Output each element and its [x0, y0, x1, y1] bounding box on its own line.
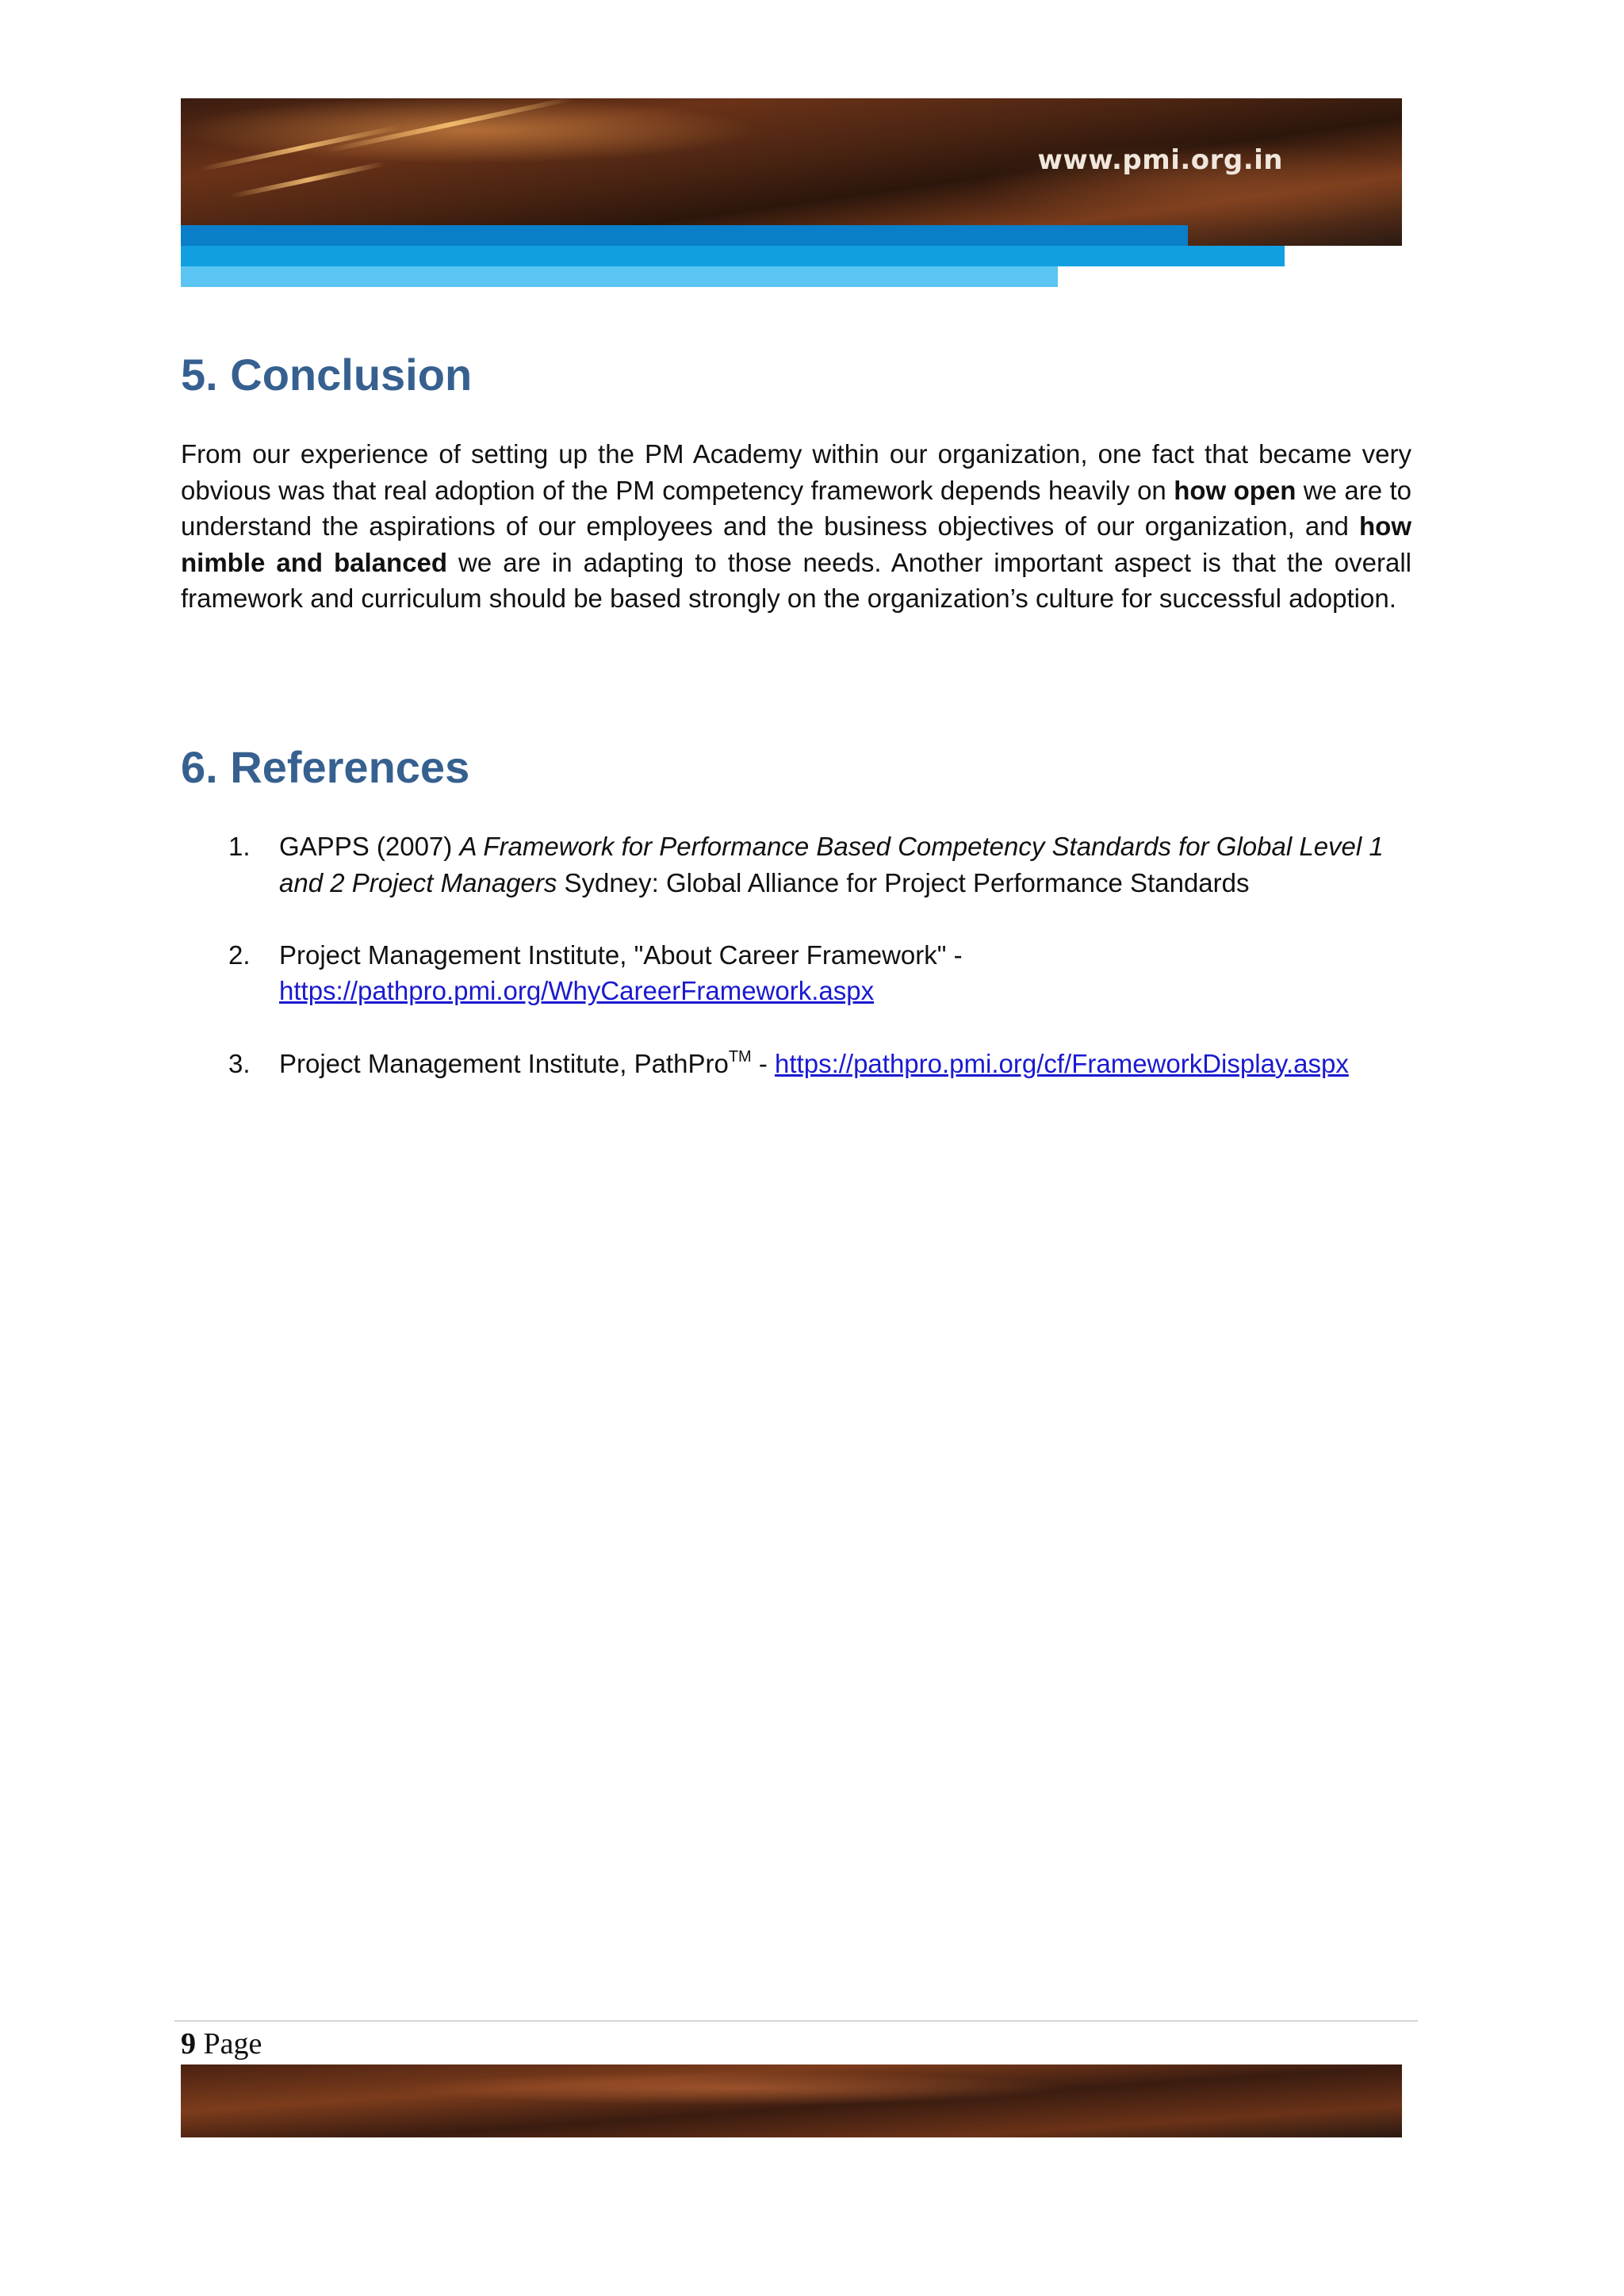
conclusion-paragraph — [181, 436, 1411, 617]
paragraph-text: we are to understand the aspirations of our employees and the business objectives of our organization, and — [181, 475, 1411, 541]
reference-item — [181, 1046, 1411, 1082]
conclusion-heading: 5. Conclusion — [181, 350, 473, 400]
references-list — [181, 828, 1411, 1118]
page-number-label — [181, 2026, 262, 2061]
header-stripe-light-blue — [181, 266, 1058, 287]
reference-text: Project Management Institute, "About Career Framework" - — [279, 939, 963, 970]
reference-title: A Framework for Performance Based Competency Standards for Global Level 1 and 2 Project Managers — [279, 832, 1384, 897]
reference-author: GAPPS (2007) — [279, 832, 460, 861]
reference-link[interactable]: https://pathpro.pmi.org/cf/FrameworkDisplay.aspx — [775, 1048, 1349, 1078]
banner-light-streak — [326, 98, 575, 153]
page-word: Page — [196, 2027, 262, 2061]
page-number: 9 — [181, 2027, 196, 2061]
banner-light-streak — [230, 161, 386, 198]
reference-link[interactable]: https://pathpro.pmi.org/WhyCareerFramework.aspx — [279, 976, 875, 1006]
reference-number: 3. — [228, 1048, 251, 1078]
paragraph-text: we are in adapting to those needs. Another important aspect is that the overall framework and curriculum should be based strongly on the organization’s culture for successful adoption. — [181, 547, 1411, 614]
paragraph-text: From our experience of setting up the PM Academy within our organization, one fact that became very obvious was that real adoption of the PM competency framework depends heavily on — [181, 439, 1411, 505]
reference-item — [181, 828, 1411, 901]
paragraph-bold-text: how nimble and balanced — [181, 511, 1411, 577]
header-stripe-dark-blue — [181, 225, 1188, 246]
reference-text: Project Management Institute, PathPro — [279, 1048, 729, 1078]
paragraph-bold-text: how open — [1174, 475, 1297, 505]
reference-publisher: Sydney: Global Alliance for Project Performance Standards — [557, 867, 1250, 897]
reference-number: 1. — [228, 832, 251, 861]
footer-divider — [174, 2020, 1418, 2022]
footer-banner — [181, 2064, 1402, 2137]
references-heading: 6. References — [181, 742, 470, 792]
reference-number: 2. — [228, 939, 251, 970]
reference-separator: - — [751, 1048, 776, 1078]
header-stripe-blue — [181, 246, 1285, 266]
header-banner — [181, 98, 1402, 246]
reference-item — [181, 937, 1411, 1009]
header-url: www.pmi.org.in — [1037, 144, 1283, 176]
trademark-superscript: TM — [728, 1047, 752, 1066]
